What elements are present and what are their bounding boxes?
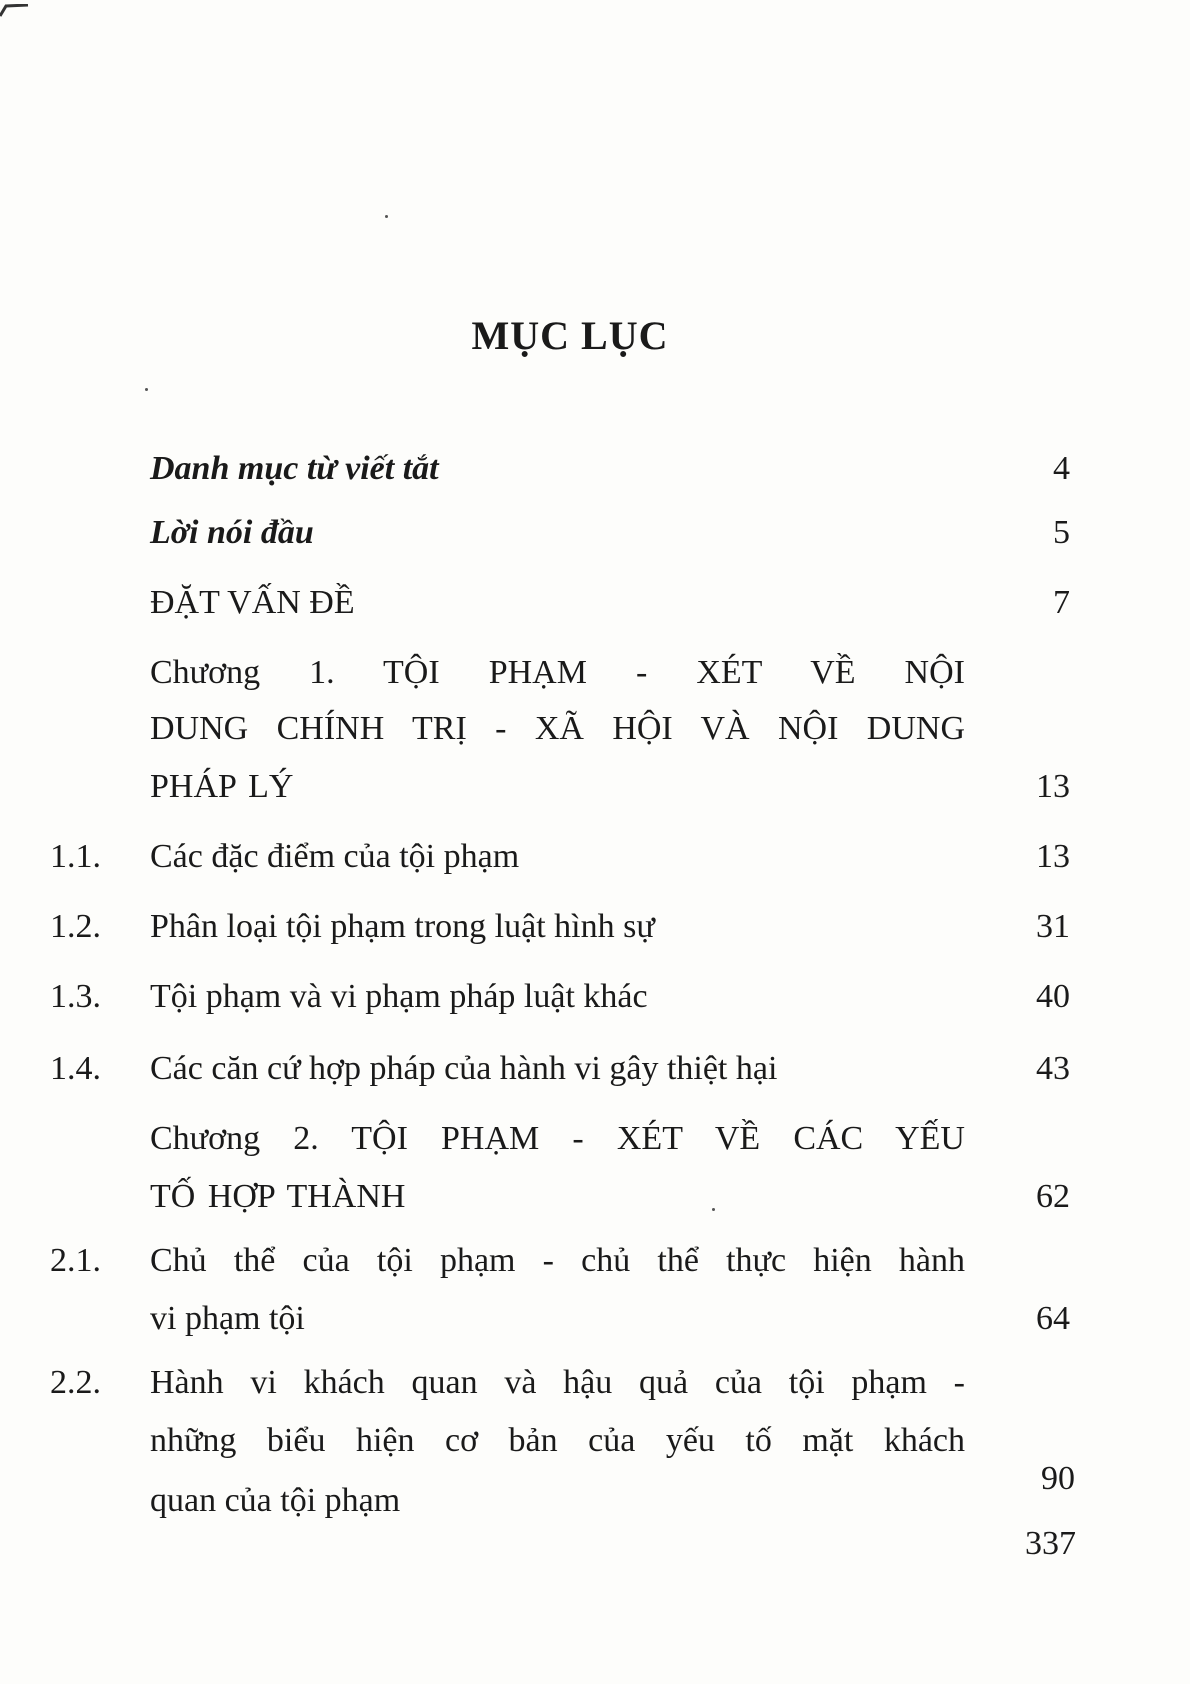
page-title: MỤC LỤC	[471, 313, 669, 358]
toc-entry-page: 13	[1036, 768, 1070, 805]
scan-speck	[385, 215, 388, 218]
toc-entry-label: Danh mục từ viết tắt	[150, 450, 439, 487]
toc-entry-label-line: PHÁP LÝ	[150, 768, 294, 805]
toc-entry-page: 40	[1036, 978, 1070, 1015]
toc-entry-label: Các căn cứ hợp pháp của hành vi gây thiệt hại	[150, 1050, 778, 1087]
toc-entry-label-line: Hành vi khách quan và hậu quả của tội phạm -	[150, 1364, 965, 1401]
toc-entry-page: 90	[1041, 1460, 1075, 1497]
toc-entry-label-line: vi phạm tội	[150, 1300, 305, 1337]
toc-entry-page: 64	[1036, 1300, 1070, 1337]
toc-entry-label-line: quan của tội phạm	[150, 1482, 401, 1519]
toc-entry-number: 1.1.	[50, 838, 101, 875]
toc-entry-label-line: những biểu hiện cơ bản của yếu tố mặt khách	[150, 1422, 965, 1459]
toc-entry-label: Tội phạm và vi phạm pháp luật khác	[150, 978, 648, 1015]
toc-entry-page: 62	[1036, 1178, 1070, 1215]
toc-entry-number: 1.3.	[50, 978, 101, 1015]
toc-entry-page: 5	[1053, 514, 1070, 551]
toc-entry-label-line: Chủ thể của tội phạm - chủ thể thực hiện hành	[150, 1242, 965, 1279]
toc-entry-label-line: Chương 2. TỘI PHẠM - XÉT VỀ CÁC YẾU	[150, 1120, 965, 1157]
scan-speck	[145, 388, 148, 391]
toc-entry-label-line: TỐ HỢP THÀNH	[150, 1178, 406, 1215]
toc-entry-label: Phân loại tội phạm trong luật hình sự	[150, 908, 655, 945]
toc-entry-label: Lời nói đầu	[150, 514, 314, 551]
toc-entry-number: 2.2.	[50, 1364, 101, 1401]
scan-corner-mark	[0, 4, 30, 18]
toc-entry-page: 7	[1053, 584, 1070, 621]
toc-entry-number: 1.2.	[50, 908, 101, 945]
toc-entry-number: 2.1.	[50, 1242, 101, 1279]
toc-entry-label-line: Chương 1. TỘI PHẠM - XÉT VỀ NỘI	[150, 654, 965, 691]
toc-entry-label: ĐẶT VẤN ĐỀ	[150, 584, 355, 621]
toc-entry-page: 13	[1036, 838, 1070, 875]
toc-entry-label-line: DUNG CHÍNH TRỊ - XÃ HỘI VÀ NỘI DUNG	[150, 710, 965, 747]
toc-entry-number: 1.4.	[50, 1050, 101, 1087]
toc-entry-label: Các đặc điểm của tội phạm	[150, 838, 520, 875]
toc-entry-page: 4	[1053, 450, 1070, 487]
page-number: 337	[1025, 1525, 1076, 1562]
toc-entry-page: 43	[1036, 1050, 1070, 1087]
toc-entry-page: 31	[1036, 908, 1070, 945]
